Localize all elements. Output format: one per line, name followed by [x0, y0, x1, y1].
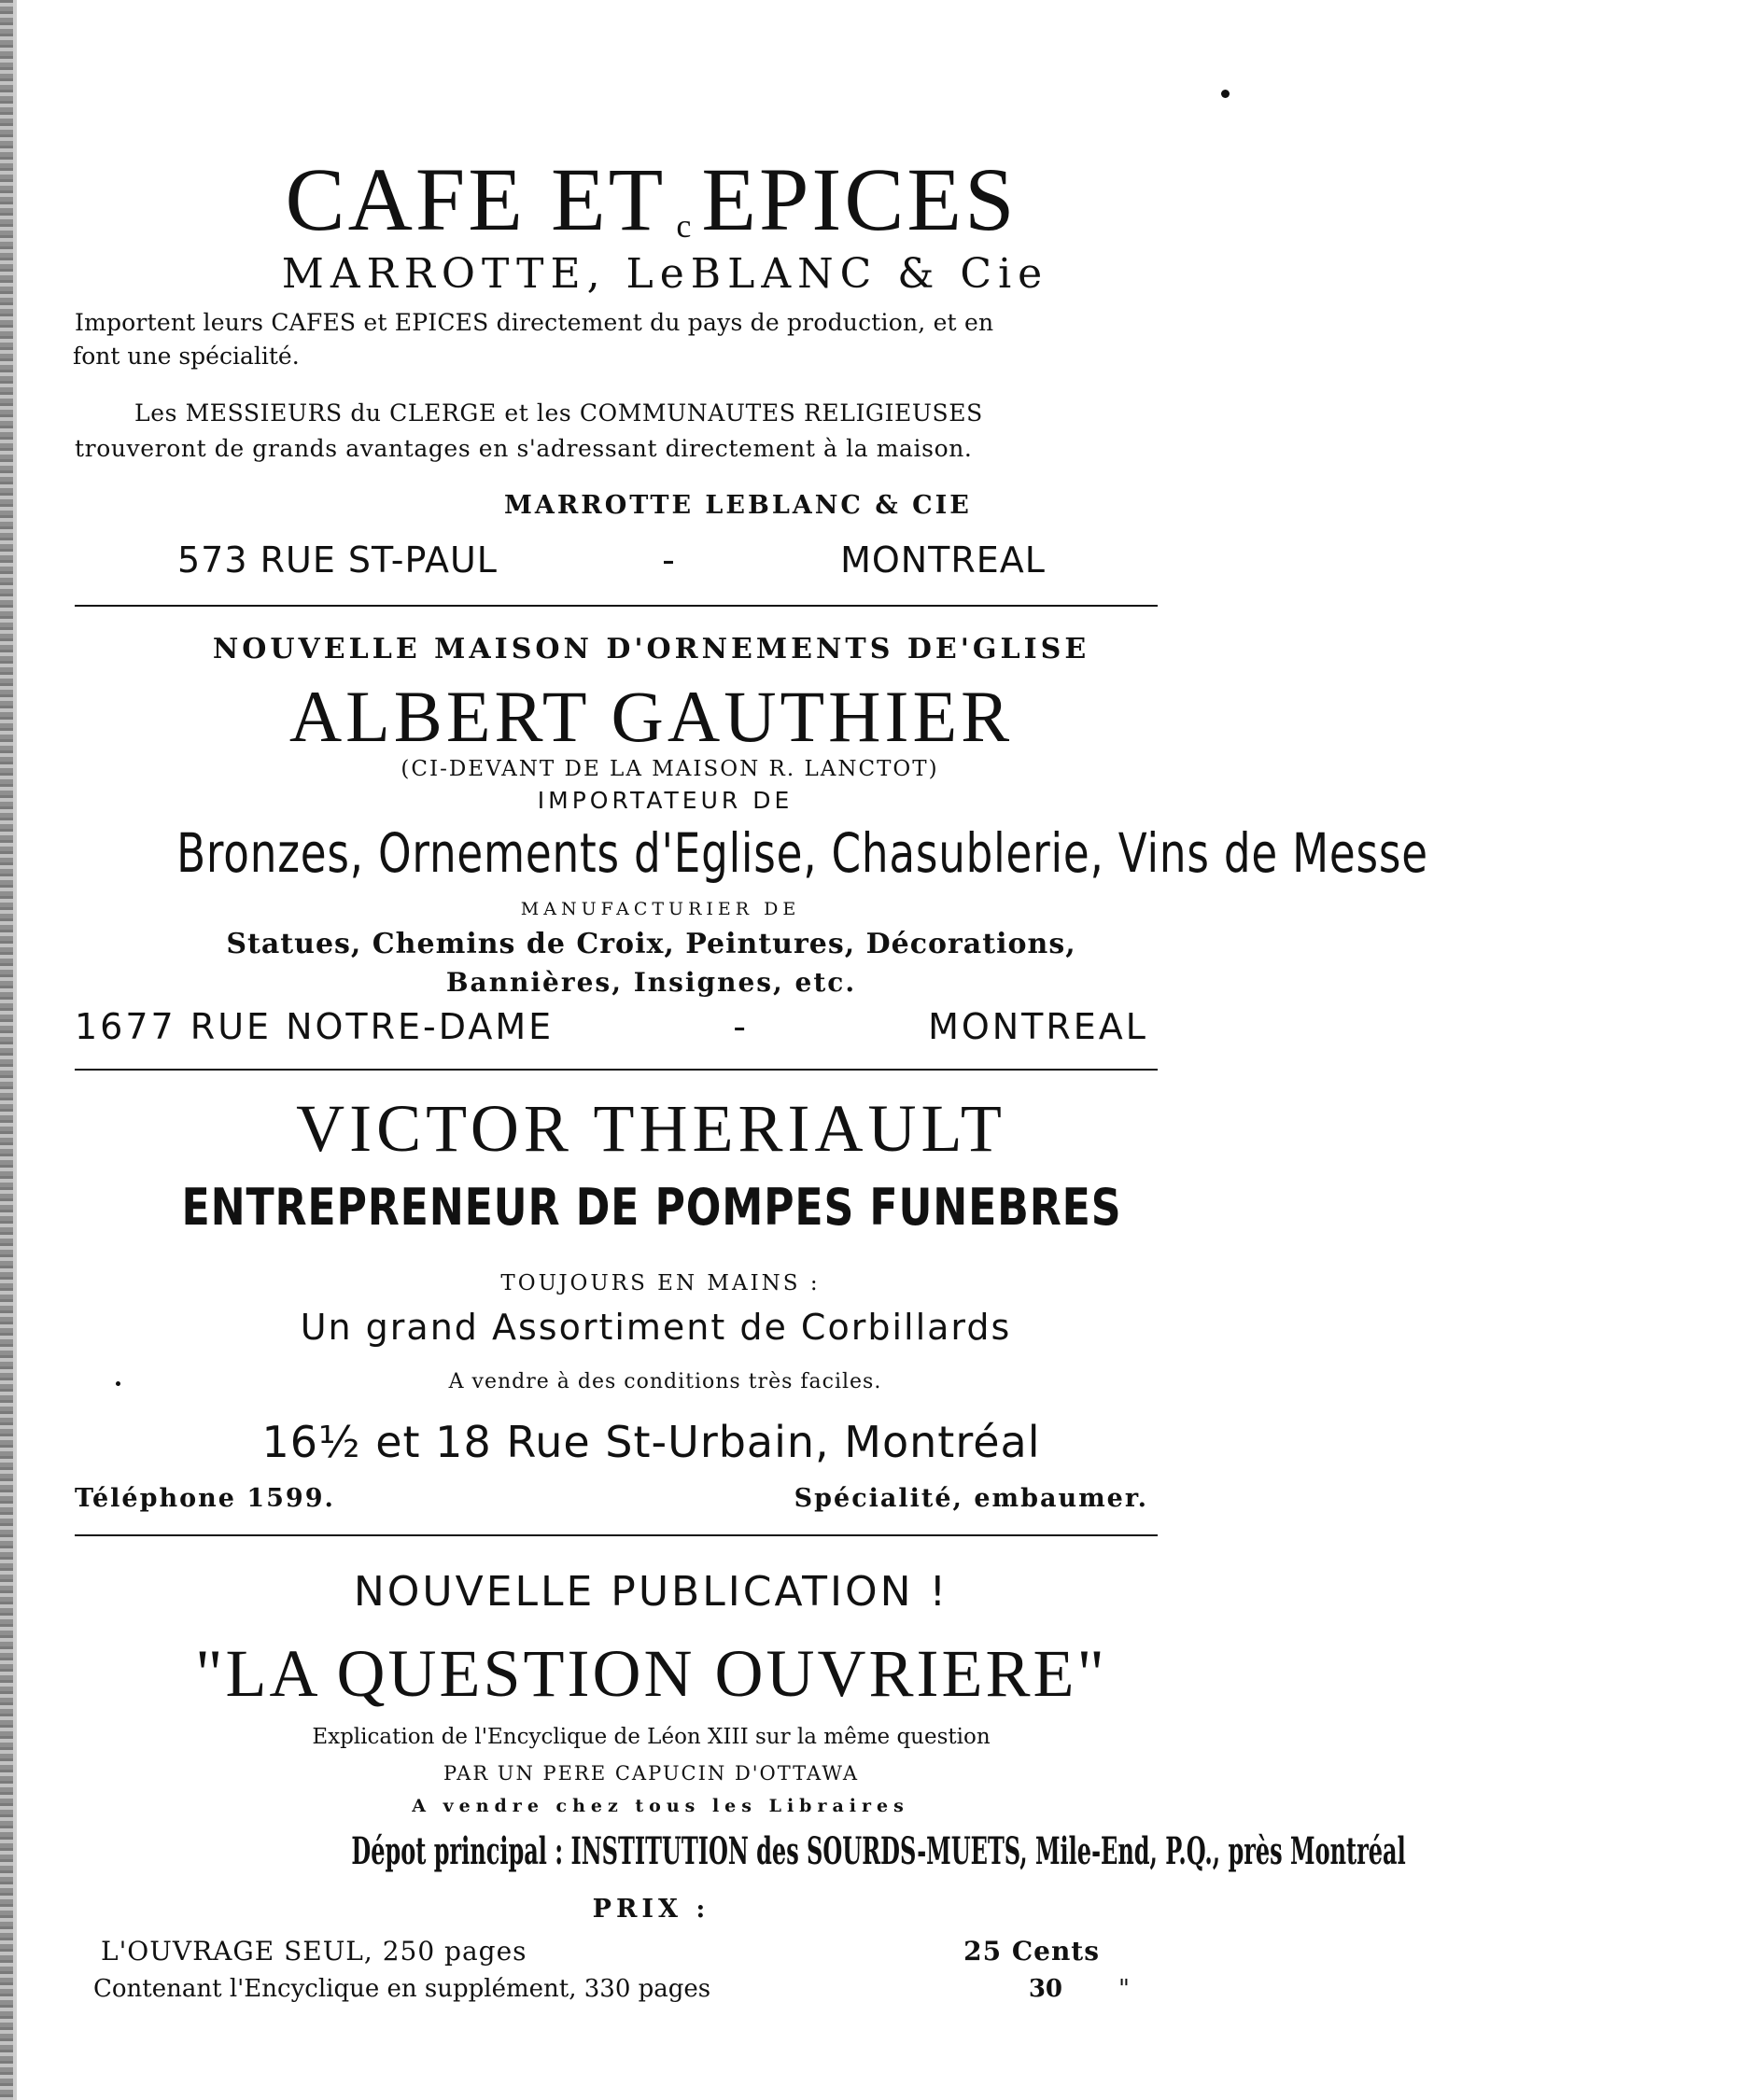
cafe-text-line-3: Les MESSIEURS du CLERGE et les COMMUNAUTES RELIGIEUSES: [134, 399, 983, 427]
gauthier-address-dash: -: [733, 1006, 749, 1047]
gauthier-products-line-1: Statues, Chemins de Croix, Peintures, Décorations,: [226, 928, 1076, 960]
price-row-2-label: Contenant l'Encyclique en supplément, 330 pages: [93, 1975, 711, 2003]
gauthier-address-street: 1677 RUE NOTRE-DAME: [75, 1006, 555, 1047]
page-binding-edge: [0, 0, 13, 2100]
price-row-1-price: 25 Cents: [963, 1936, 1100, 1967]
gauthier-products-line-2: Bannières, Insignes, etc.: [445, 967, 857, 998]
price-row-1: [101, 1936, 1100, 1967]
theriault-contact-row: [75, 1484, 1148, 1513]
cafe-address-street: 573 RUE ST-PAUL: [177, 539, 498, 581]
publication-announce: NOUVELLE PUBLICATION !: [353, 1568, 949, 1616]
theriault-telephone: Téléphone 1599.: [75, 1484, 335, 1513]
price-row-2-ditto: ": [1118, 1975, 1130, 2003]
cafe-firm-name: MARROTTE, LeBLANC & Cie: [281, 250, 1049, 298]
publication-title: "LA QUESTION OUVRIERE": [195, 1636, 1107, 1711]
theriault-sale-terms: A vendre à des conditions très faciles.: [448, 1370, 882, 1393]
cafe-text-line-2: font une spécialité.: [73, 343, 300, 370]
divider-1: [75, 605, 1158, 607]
cafe-title-right: EPICES: [701, 149, 1018, 249]
publication-explanation: Explication de l'Encyclique de Léon XIII sur la même question: [312, 1725, 991, 1749]
gauthier-goods-text: Bronzes, Ornements d'Eglise, Chasublerie, Vins de Messe: [176, 821, 1428, 885]
publication-price-heading: PRIX :: [592, 1895, 710, 1924]
gauthier-address-city: MONTREAL: [928, 1006, 1148, 1047]
page-binding-shadow: [13, 0, 17, 2100]
theriault-profession-text: ENTREPRENEUR DE POMPES FUNEBRES: [181, 1178, 1121, 1237]
publication-depot: [0, 1829, 1406, 1873]
cafe-signature: MARROTTE LEBLANC & CIE: [504, 491, 972, 520]
cafe-title: [0, 147, 1302, 251]
divider-3: [75, 1534, 1158, 1536]
publication-sale: A vendre chez tous les Libraires: [412, 1796, 909, 1816]
theriault-address: 16½ et 18 Rue St-Urbain, Montréal: [261, 1417, 1041, 1467]
cafe-text-line-1: Importent leurs CAFES et EPICES directement du pays de production, et en: [75, 309, 994, 336]
theriault-assortment: Un grand Assortiment de Corbillards: [300, 1307, 1012, 1348]
gauthier-former-house: (CI-DEVANT DE LA MAISON R. LANCTOT): [401, 757, 939, 781]
price-row-2-values: [1029, 1975, 1130, 2003]
theriault-always: TOUJOURS EN MAINS :: [500, 1271, 821, 1295]
gauthier-importer: IMPORTATEUR DE: [537, 787, 794, 814]
publication-author: PAR UN PERE CAPUCIN D'OTTAWA: [443, 1762, 860, 1785]
publication-depot-text: Dépot principal : INSTITUTION des SOURDS-MUETS, Mile-End, P.Q., près Montréal: [351, 1829, 1406, 1873]
gauthier-address-row: [75, 1006, 1148, 1047]
theriault-specialty: Spécialité, embaumer.: [794, 1484, 1148, 1513]
cafe-address-row: [177, 539, 1046, 581]
cafe-title-mark: c: [676, 206, 692, 245]
cafe-address-city: MONTREAL: [840, 539, 1046, 581]
cafe-title-left: CAFE ET: [285, 149, 667, 249]
gauthier-goods: [0, 821, 1428, 885]
cafe-address-dash: -: [662, 539, 676, 581]
gauthier-name: ALBERT GAUTHIER: [288, 676, 1014, 757]
gauthier-heading: NOUVELLE MAISON D'ORNEMENTS DE'GLISE: [212, 633, 1090, 665]
ink-speck: [1221, 90, 1230, 98]
price-row-2: [93, 1975, 1130, 2003]
price-row-1-label: L'OUVRAGE SEUL, 250 pages: [101, 1936, 527, 1967]
theriault-profession: [0, 1178, 1302, 1237]
divider-2: [75, 1069, 1158, 1071]
price-row-2-price: 30: [1028, 1975, 1063, 2003]
gauthier-manufacturer: MANUFACTURIER DE: [520, 899, 801, 919]
cafe-text-line-4: trouveront de grands avantages en s'adressant directement à la maison.: [75, 435, 973, 462]
ink-speck: [116, 1381, 120, 1386]
theriault-name: VICTOR THERIAULT: [296, 1091, 1006, 1166]
